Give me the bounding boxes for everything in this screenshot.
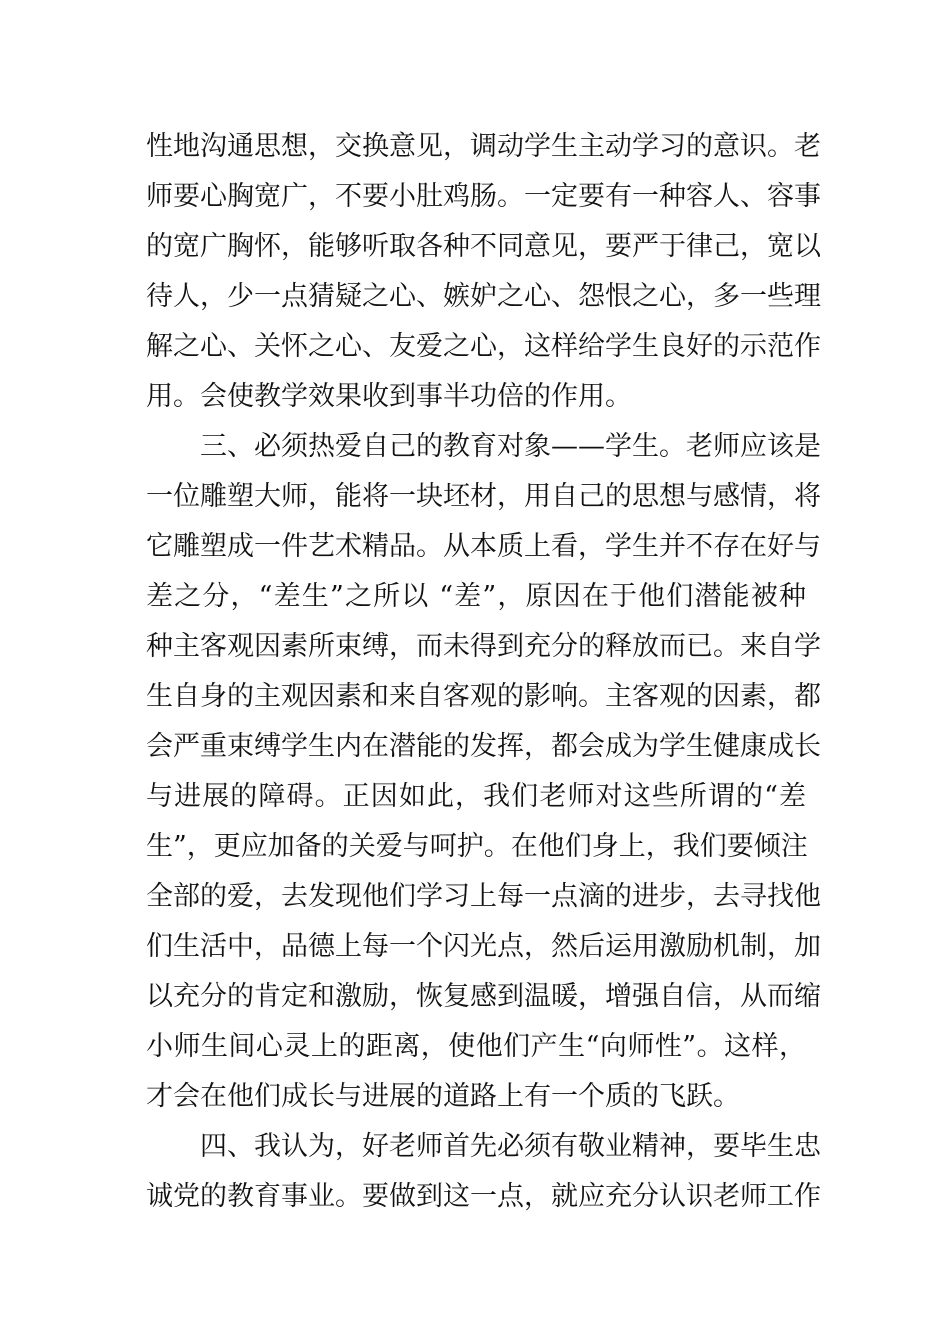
text-line: 全部的爱，去发现他们学习上每一点滴的进步，去寻找他 [146,881,821,912]
text-line: 诚党的教育事业。要做到这一点，就应充分认识老师工作 [146,1181,821,1212]
text-line: 三、必须热爱自己的教育对象——学生。老师应该是 [200,431,821,462]
text-line: 小师生间心灵上的距离，使他们产生“向师性”。这样， [146,1031,806,1062]
text-line: 生”，更应加备的关爱与呵护。在他们身上，我们要倾注 [146,831,808,862]
text-line: 解之心、关怀之心、友爱之心，这样给学生良好的示范作 [146,331,821,362]
text-line: 们生活中，品德上每一个闪光点，然后运用激励机制，加 [146,931,821,962]
text-line: 四、我认为，好老师首先必须有敬业精神，要毕生忠 [200,1131,821,1162]
text-line: 生自身的主观因素和来自客观的影响。主客观的因素，都 [146,681,821,712]
text-line: 它雕塑成一件艺术精品。从本质上看，学生并不存在好与 [146,531,821,562]
text-line: 以充分的肯定和激励，恢复感到温暖，增强自信，从而缩 [146,981,821,1012]
text-line: 种主客观因素所束缚，而未得到充分的释放而已。来自学 [146,631,821,662]
text-line: 性地沟通思想，交换意见，调动学生主动学习的意识。老 [146,131,821,162]
text-line: 会严重束缚学生内在潜能的发挥，都会成为学生健康成长 [146,731,821,762]
text-line: 才会在他们成长与进展的道路上有一个质的飞跃。 [146,1081,740,1112]
text-line: 用。会使教学效果收到事半功倍的作用。 [146,381,632,412]
text-line: 待人，少一点猜疑之心、嫉妒之心、怨恨之心，多一些理 [146,281,821,312]
text-line: 与进展的障碍。正因如此，我们老师对这些所谓的“差 [146,781,806,812]
text-line: 师要心胸宽广，不要小肚鸡肠。一定要有一种容人、容事 [146,181,821,212]
text-line: 一位雕塑大师，能将一块坯材，用自己的思想与感情，将 [146,481,821,512]
text-line: 差之分，“差生”之所以 “差”，原因在于他们潜能被种 [146,581,806,612]
text-line: 的宽广胸怀，能够听取各种不同意见，要严于律己，宽以 [146,231,821,262]
